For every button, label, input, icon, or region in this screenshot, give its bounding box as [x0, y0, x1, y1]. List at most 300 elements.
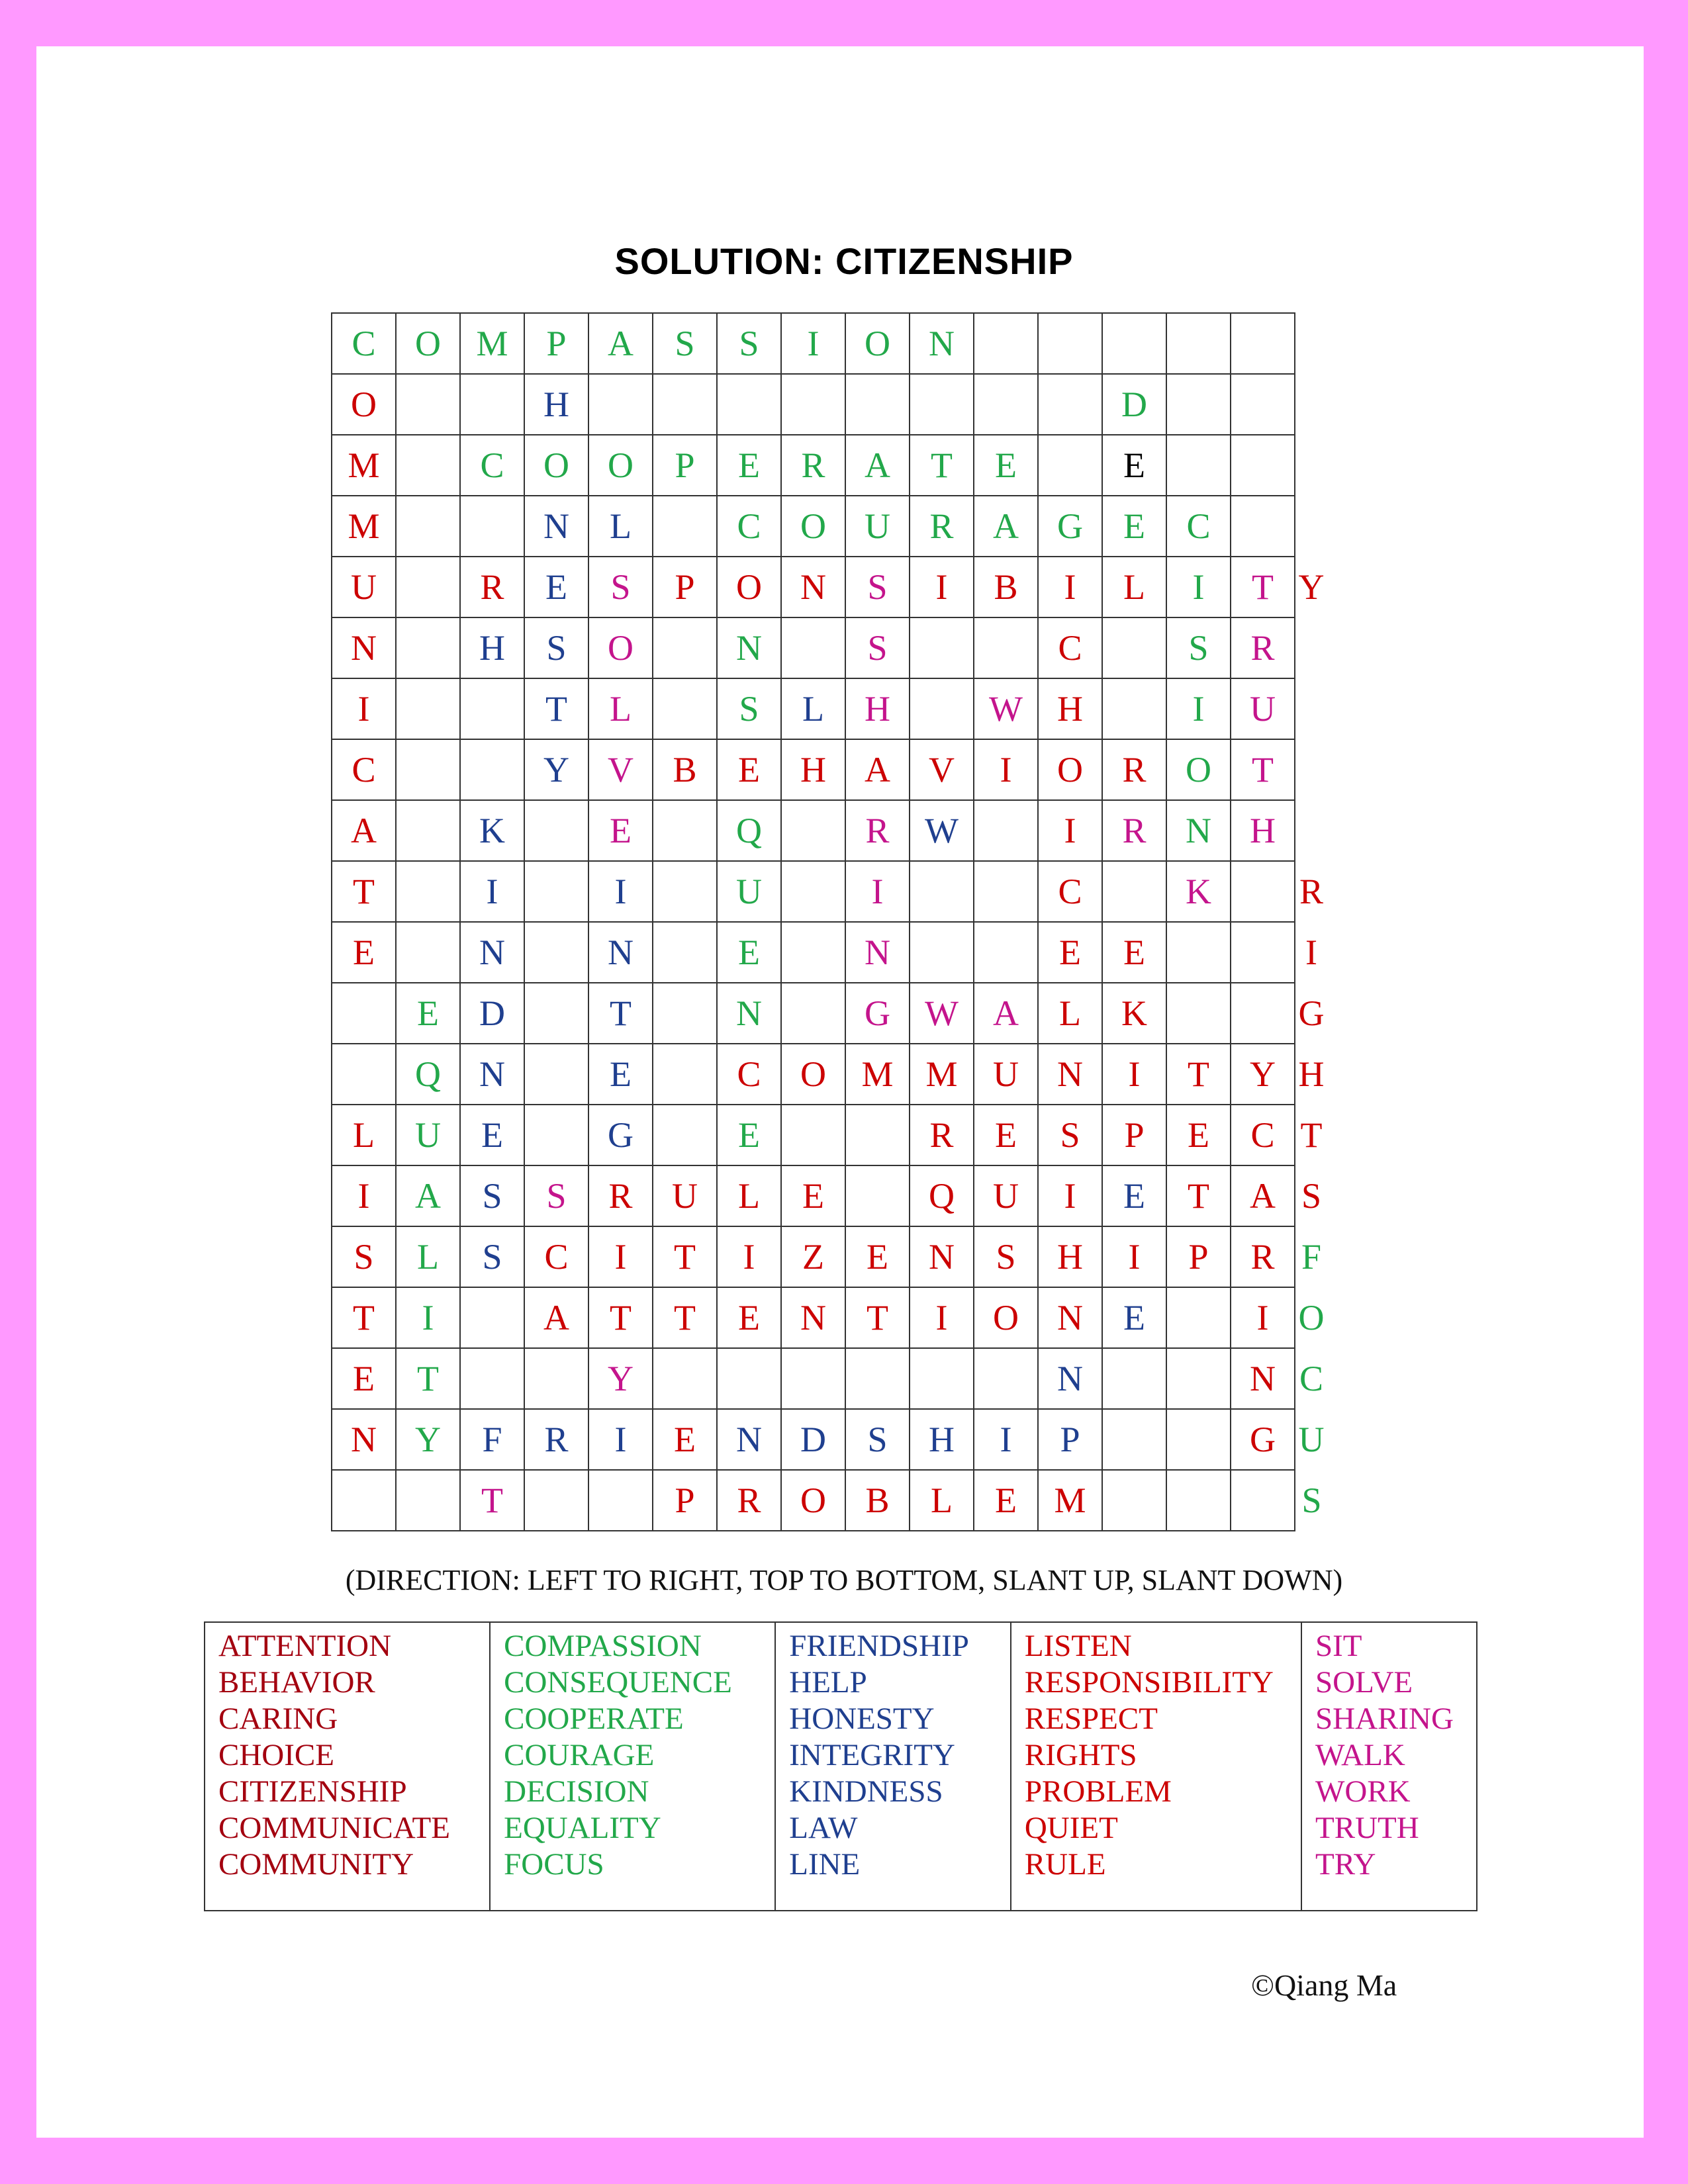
- grid-cell: L: [588, 678, 653, 739]
- grid-cell: [588, 1470, 653, 1531]
- grid-cell: E: [845, 1226, 910, 1287]
- grid-cell: B: [845, 1470, 910, 1531]
- grid-cell: R: [910, 496, 974, 557]
- word-bank-item: RULE: [1024, 1847, 1106, 1882]
- grid-cell: R: [588, 1165, 653, 1226]
- word-bank-item: TRUTH: [1315, 1811, 1419, 1845]
- grid-cell: I: [910, 1287, 974, 1348]
- grid-cell: O: [974, 1287, 1038, 1348]
- grid-cell: N: [524, 496, 588, 557]
- grid-cell: [974, 617, 1038, 678]
- grid-cell: O: [845, 313, 910, 374]
- grid-cell: Q: [717, 800, 781, 861]
- grid-cell: C: [1038, 617, 1102, 678]
- grid-cell: [524, 1470, 588, 1531]
- grid-cell: I: [1102, 1226, 1166, 1287]
- grid-cell: U: [845, 496, 910, 557]
- overflow-letter: [1295, 739, 1328, 800]
- grid-cell: N: [845, 922, 910, 983]
- grid-cell: R: [1102, 739, 1166, 800]
- grid-cell: [1102, 861, 1166, 922]
- grid-cell: L: [781, 678, 845, 739]
- grid-cell: M: [460, 313, 524, 374]
- grid-cell: [845, 1105, 910, 1165]
- grid-cell: C: [332, 739, 396, 800]
- grid-cell: A: [845, 739, 910, 800]
- grid-row: [332, 374, 1328, 435]
- word-bank-item: CARING: [218, 1702, 338, 1736]
- grid-cell: A: [396, 1165, 460, 1226]
- grid-cell: I: [1166, 678, 1231, 739]
- grid-cell: Z: [781, 1226, 845, 1287]
- grid-cell: E: [1102, 1165, 1166, 1226]
- grid-cell: T: [653, 1226, 717, 1287]
- grid-cell: [1166, 1287, 1231, 1348]
- grid-cell: [1231, 435, 1295, 496]
- grid-cell: D: [460, 983, 524, 1044]
- grid-cell: T: [524, 678, 588, 739]
- grid-row: [332, 435, 1328, 496]
- overflow-letter: [1295, 617, 1328, 678]
- grid-cell: N: [717, 983, 781, 1044]
- grid-cell: O: [781, 1044, 845, 1105]
- grid-cell: O: [332, 374, 396, 435]
- grid-cell: G: [845, 983, 910, 1044]
- grid-cell: T: [396, 1348, 460, 1409]
- grid-cell: T: [588, 1287, 653, 1348]
- grid-cell: Y: [1231, 1044, 1295, 1105]
- grid-cell: M: [1038, 1470, 1102, 1531]
- grid-cell: K: [1102, 983, 1166, 1044]
- grid-cell: N: [332, 617, 396, 678]
- grid-cell: A: [332, 800, 396, 861]
- grid-cell: C: [1231, 1105, 1295, 1165]
- grid-row: [332, 1165, 1328, 1226]
- word-bank-item: COMMUNICATE: [218, 1811, 450, 1845]
- grid-cell: [1166, 922, 1231, 983]
- grid-cell: [524, 1348, 588, 1409]
- grid-cell: [653, 678, 717, 739]
- grid-cell: R: [460, 557, 524, 617]
- grid-cell: [396, 922, 460, 983]
- grid-cell: U: [1231, 678, 1295, 739]
- grid-cell: T: [653, 1287, 717, 1348]
- grid-cell: I: [588, 861, 653, 922]
- word-bank-item: WORK: [1315, 1774, 1411, 1809]
- overflow-letter: S: [1301, 1480, 1322, 1520]
- grid-cell: O: [524, 435, 588, 496]
- grid-cell: I: [1231, 1287, 1295, 1348]
- grid-cell: W: [974, 678, 1038, 739]
- word-bank-item: COOPERATE: [504, 1702, 684, 1736]
- grid-cell: B: [653, 739, 717, 800]
- grid-cell: [781, 861, 845, 922]
- grid-cell: E: [1102, 922, 1166, 983]
- grid-cell: C: [332, 313, 396, 374]
- grid-cell: Y: [524, 739, 588, 800]
- word-bank-item: RESPONSIBILITY: [1024, 1665, 1274, 1700]
- grid-cell: E: [974, 435, 1038, 496]
- grid-cell: I: [332, 678, 396, 739]
- word-bank-item: LAW: [789, 1811, 858, 1845]
- grid-cell: N: [717, 617, 781, 678]
- grid-cell: N: [460, 1044, 524, 1105]
- word-bank-item: CONSEQUENCE: [504, 1665, 732, 1700]
- overflow-letter: O: [1298, 1298, 1325, 1338]
- grid-cell: [396, 496, 460, 557]
- grid-cell: [1231, 1470, 1295, 1531]
- grid-cell: [1166, 374, 1231, 435]
- grid-cell: [653, 1044, 717, 1105]
- grid-cell: [588, 374, 653, 435]
- grid-cell: A: [1231, 1165, 1295, 1226]
- grid-cell: [974, 800, 1038, 861]
- grid-cell: [1166, 1409, 1231, 1470]
- word-bank-item: EQUALITY: [504, 1811, 661, 1845]
- grid-cell: U: [332, 557, 396, 617]
- word-bank-item: TRY: [1315, 1847, 1376, 1882]
- grid-cell: [396, 800, 460, 861]
- word-bank-column: [1011, 1622, 1301, 1911]
- grid-cell: [781, 1105, 845, 1165]
- grid-cell: W: [910, 800, 974, 861]
- grid-cell: Y: [396, 1409, 460, 1470]
- grid-cell: E: [1038, 922, 1102, 983]
- grid-row: [332, 861, 1328, 922]
- grid-cell: T: [332, 1287, 396, 1348]
- grid-cell: R: [781, 435, 845, 496]
- grid-cell: [1038, 313, 1102, 374]
- word-bank-item: COMPASSION: [504, 1629, 702, 1663]
- grid-cell: T: [460, 1470, 524, 1531]
- grid-cell: H: [781, 739, 845, 800]
- grid-cell: N: [910, 313, 974, 374]
- word-bank-item: SHARING: [1315, 1702, 1454, 1736]
- grid-cell: [974, 1348, 1038, 1409]
- grid-cell: [524, 983, 588, 1044]
- grid-cell: A: [845, 435, 910, 496]
- grid-cell: T: [1231, 557, 1295, 617]
- overflow-letter: F: [1301, 1237, 1322, 1277]
- grid-cell: [1231, 374, 1295, 435]
- grid-cell: [781, 1348, 845, 1409]
- grid-cell: E: [588, 800, 653, 861]
- grid-cell: I: [1038, 800, 1102, 861]
- grid-cell: S: [524, 617, 588, 678]
- grid-cell: [1166, 313, 1231, 374]
- grid-row: [332, 800, 1328, 861]
- grid-cell: [974, 922, 1038, 983]
- grid-cell: S: [653, 313, 717, 374]
- grid-cell: N: [460, 922, 524, 983]
- grid-cell: H: [1038, 678, 1102, 739]
- grid-cell: O: [1166, 739, 1231, 800]
- grid-cell: O: [781, 1470, 845, 1531]
- grid-cell: [1166, 1348, 1231, 1409]
- grid-cell: [396, 861, 460, 922]
- grid-cell: E: [717, 739, 781, 800]
- overflow-letter: U: [1298, 1420, 1325, 1459]
- grid-cell: [653, 983, 717, 1044]
- grid-cell: S: [974, 1226, 1038, 1287]
- grid-cell: L: [396, 1226, 460, 1287]
- grid-cell: E: [332, 1348, 396, 1409]
- grid-cell: B: [974, 557, 1038, 617]
- grid-cell: P: [1102, 1105, 1166, 1165]
- grid-cell: I: [845, 861, 910, 922]
- word-bank-item: PROBLEM: [1024, 1774, 1172, 1809]
- grid-cell: [1166, 435, 1231, 496]
- grid-cell: [653, 1105, 717, 1165]
- grid-cell: E: [653, 1409, 717, 1470]
- grid-cell: R: [1231, 1226, 1295, 1287]
- grid-cell: M: [332, 435, 396, 496]
- grid-cell: T: [588, 983, 653, 1044]
- grid-cell: V: [588, 739, 653, 800]
- page-title: SOLUTION: CITIZENSHIP: [614, 240, 1074, 282]
- grid-cell: [524, 922, 588, 983]
- grid-cell: S: [717, 313, 781, 374]
- grid-cell: [653, 374, 717, 435]
- grid-cell: E: [781, 1165, 845, 1226]
- grid-cell: [653, 922, 717, 983]
- grid-cell: [524, 1044, 588, 1105]
- grid-cell: O: [1038, 739, 1102, 800]
- grid-cell: N: [717, 1409, 781, 1470]
- grid-cell: C: [524, 1226, 588, 1287]
- grid-cell: [1102, 313, 1166, 374]
- grid-cell: A: [974, 496, 1038, 557]
- grid-row: [332, 557, 1328, 617]
- word-bank-column: [205, 1622, 490, 1911]
- grid-cell: [1231, 496, 1295, 557]
- grid-cell: K: [460, 800, 524, 861]
- grid-cell: E: [974, 1105, 1038, 1165]
- grid-cell: [1102, 1348, 1166, 1409]
- grid-cell: L: [588, 496, 653, 557]
- grid-cell: S: [1166, 617, 1231, 678]
- grid-cell: M: [332, 496, 396, 557]
- grid-cell: [1231, 861, 1295, 922]
- grid-cell: [910, 374, 974, 435]
- grid-cell: E: [717, 1105, 781, 1165]
- grid-cell: I: [1038, 557, 1102, 617]
- grid-row: [332, 1044, 1328, 1105]
- grid-cell: [460, 678, 524, 739]
- grid-cell: R: [1102, 800, 1166, 861]
- grid-cell: T: [1231, 739, 1295, 800]
- grid-cell: H: [845, 678, 910, 739]
- grid-cell: G: [1038, 496, 1102, 557]
- grid-cell: E: [717, 922, 781, 983]
- grid-cell: H: [1038, 1226, 1102, 1287]
- grid-cell: [460, 1348, 524, 1409]
- grid-cell: R: [524, 1409, 588, 1470]
- grid-cell: S: [588, 557, 653, 617]
- grid-cell: I: [1102, 1044, 1166, 1105]
- grid-cell: [396, 374, 460, 435]
- overflow-letter: C: [1299, 1359, 1324, 1398]
- grid-cell: F: [460, 1409, 524, 1470]
- grid-cell: O: [781, 496, 845, 557]
- grid-cell: O: [588, 617, 653, 678]
- grid-cell: T: [910, 435, 974, 496]
- grid-row: [332, 922, 1328, 983]
- word-bank-item: QUIET: [1024, 1811, 1118, 1845]
- grid-cell: [524, 800, 588, 861]
- grid-cell: [717, 1348, 781, 1409]
- grid-cell: I: [717, 1226, 781, 1287]
- word-bank-item: HELP: [789, 1665, 867, 1700]
- grid-cell: G: [1231, 1409, 1295, 1470]
- grid-row: [332, 983, 1328, 1044]
- word-bank-item: BEHAVIOR: [218, 1665, 375, 1700]
- grid-cell: E: [524, 557, 588, 617]
- grid-row: [332, 1470, 1328, 1531]
- grid-cell: H: [910, 1409, 974, 1470]
- grid-cell: M: [910, 1044, 974, 1105]
- grid-cell: N: [588, 922, 653, 983]
- grid-cell: Q: [910, 1165, 974, 1226]
- grid-cell: O: [717, 557, 781, 617]
- grid-cell: E: [717, 435, 781, 496]
- grid-cell: [1166, 1470, 1231, 1531]
- grid-cell: R: [1231, 617, 1295, 678]
- grid-cell: [653, 496, 717, 557]
- grid-cell: [460, 374, 524, 435]
- grid-cell: Q: [396, 1044, 460, 1105]
- grid-cell: E: [1102, 435, 1166, 496]
- grid-cell: L: [1102, 557, 1166, 617]
- word-search-grid: [331, 312, 1329, 1531]
- grid-cell: N: [1166, 800, 1231, 861]
- grid-cell: I: [396, 1287, 460, 1348]
- overflow-letter: [1295, 678, 1328, 739]
- word-bank-item: RESPECT: [1024, 1702, 1158, 1736]
- grid-cell: [1231, 922, 1295, 983]
- grid-cell: A: [588, 313, 653, 374]
- word-bank-item: RIGHTS: [1024, 1738, 1137, 1772]
- grid-cell: U: [974, 1044, 1038, 1105]
- word-bank-item: ATTENTION: [218, 1629, 392, 1663]
- grid-cell: H: [460, 617, 524, 678]
- grid-cell: [524, 1105, 588, 1165]
- grid-cell: N: [1038, 1348, 1102, 1409]
- grid-cell: K: [1166, 861, 1231, 922]
- grid-cell: [396, 1470, 460, 1531]
- grid-cell: [910, 1348, 974, 1409]
- grid-cell: I: [974, 739, 1038, 800]
- grid-cell: U: [974, 1165, 1038, 1226]
- grid-cell: [653, 1348, 717, 1409]
- grid-cell: P: [653, 1470, 717, 1531]
- grid-cell: N: [332, 1409, 396, 1470]
- word-bank-item: SIT: [1315, 1629, 1362, 1663]
- grid-cell: I: [1038, 1165, 1102, 1226]
- word-bank-column: [490, 1622, 775, 1911]
- grid-cell: L: [1038, 983, 1102, 1044]
- grid-cell: [781, 983, 845, 1044]
- grid-cell: [974, 374, 1038, 435]
- word-bank-item: LINE: [789, 1847, 861, 1882]
- grid-cell: E: [460, 1105, 524, 1165]
- grid-cell: [396, 617, 460, 678]
- grid-cell: [845, 1348, 910, 1409]
- grid-cell: A: [524, 1287, 588, 1348]
- grid-row: [332, 1409, 1328, 1470]
- grid-cell: U: [396, 1105, 460, 1165]
- grid-cell: [396, 435, 460, 496]
- word-bank-item: COURAGE: [504, 1738, 655, 1772]
- grid-cell: V: [910, 739, 974, 800]
- grid-cell: H: [524, 374, 588, 435]
- word-bank-item: DECISION: [504, 1774, 649, 1809]
- grid-cell: G: [588, 1105, 653, 1165]
- grid-cell: Y: [588, 1348, 653, 1409]
- grid-cell: T: [1166, 1044, 1231, 1105]
- grid-cell: L: [332, 1105, 396, 1165]
- grid-cell: [717, 374, 781, 435]
- grid-cell: R: [717, 1470, 781, 1531]
- grid-cell: [460, 1287, 524, 1348]
- grid-cell: P: [1166, 1226, 1231, 1287]
- grid-cell: O: [588, 435, 653, 496]
- grid-cell: S: [460, 1165, 524, 1226]
- grid-cell: C: [460, 435, 524, 496]
- grid-row: [332, 496, 1328, 557]
- grid-cell: [781, 374, 845, 435]
- grid-cell: [332, 1044, 396, 1105]
- grid-cell: N: [781, 1287, 845, 1348]
- grid-cell: I: [460, 861, 524, 922]
- grid-cell: R: [845, 800, 910, 861]
- grid-cell: I: [974, 1409, 1038, 1470]
- grid-cell: [653, 800, 717, 861]
- grid-cell: [1102, 678, 1166, 739]
- grid-cell: S: [524, 1165, 588, 1226]
- grid-cell: E: [1102, 1287, 1166, 1348]
- grid-cell: M: [845, 1044, 910, 1105]
- grid-cell: C: [717, 496, 781, 557]
- grid-row: [332, 678, 1328, 739]
- word-bank-item: COMMUNITY: [218, 1847, 414, 1882]
- overflow-letter: T: [1300, 1115, 1323, 1155]
- grid-cell: [396, 557, 460, 617]
- grid-cell: I: [910, 557, 974, 617]
- grid-cell: [332, 1470, 396, 1531]
- grid-cell: [910, 678, 974, 739]
- grid-cell: C: [1166, 496, 1231, 557]
- grid-cell: [781, 800, 845, 861]
- grid-cell: T: [332, 861, 396, 922]
- grid-cell: I: [588, 1226, 653, 1287]
- word-bank-item: LISTEN: [1024, 1629, 1132, 1663]
- grid-row: [332, 1105, 1328, 1165]
- grid-cell: S: [460, 1226, 524, 1287]
- word-bank-item: HONESTY: [789, 1702, 935, 1736]
- grid-cell: [1231, 313, 1295, 374]
- grid-cell: A: [974, 983, 1038, 1044]
- word-bank-column: [1301, 1622, 1477, 1911]
- grid-cell: [910, 617, 974, 678]
- overflow-letter: R: [1299, 872, 1324, 911]
- grid-row: [332, 313, 1328, 374]
- grid-cell: [845, 1165, 910, 1226]
- grid-cell: N: [1038, 1044, 1102, 1105]
- grid-cell: [460, 739, 524, 800]
- grid-cell: [910, 922, 974, 983]
- grid-cell: D: [1102, 374, 1166, 435]
